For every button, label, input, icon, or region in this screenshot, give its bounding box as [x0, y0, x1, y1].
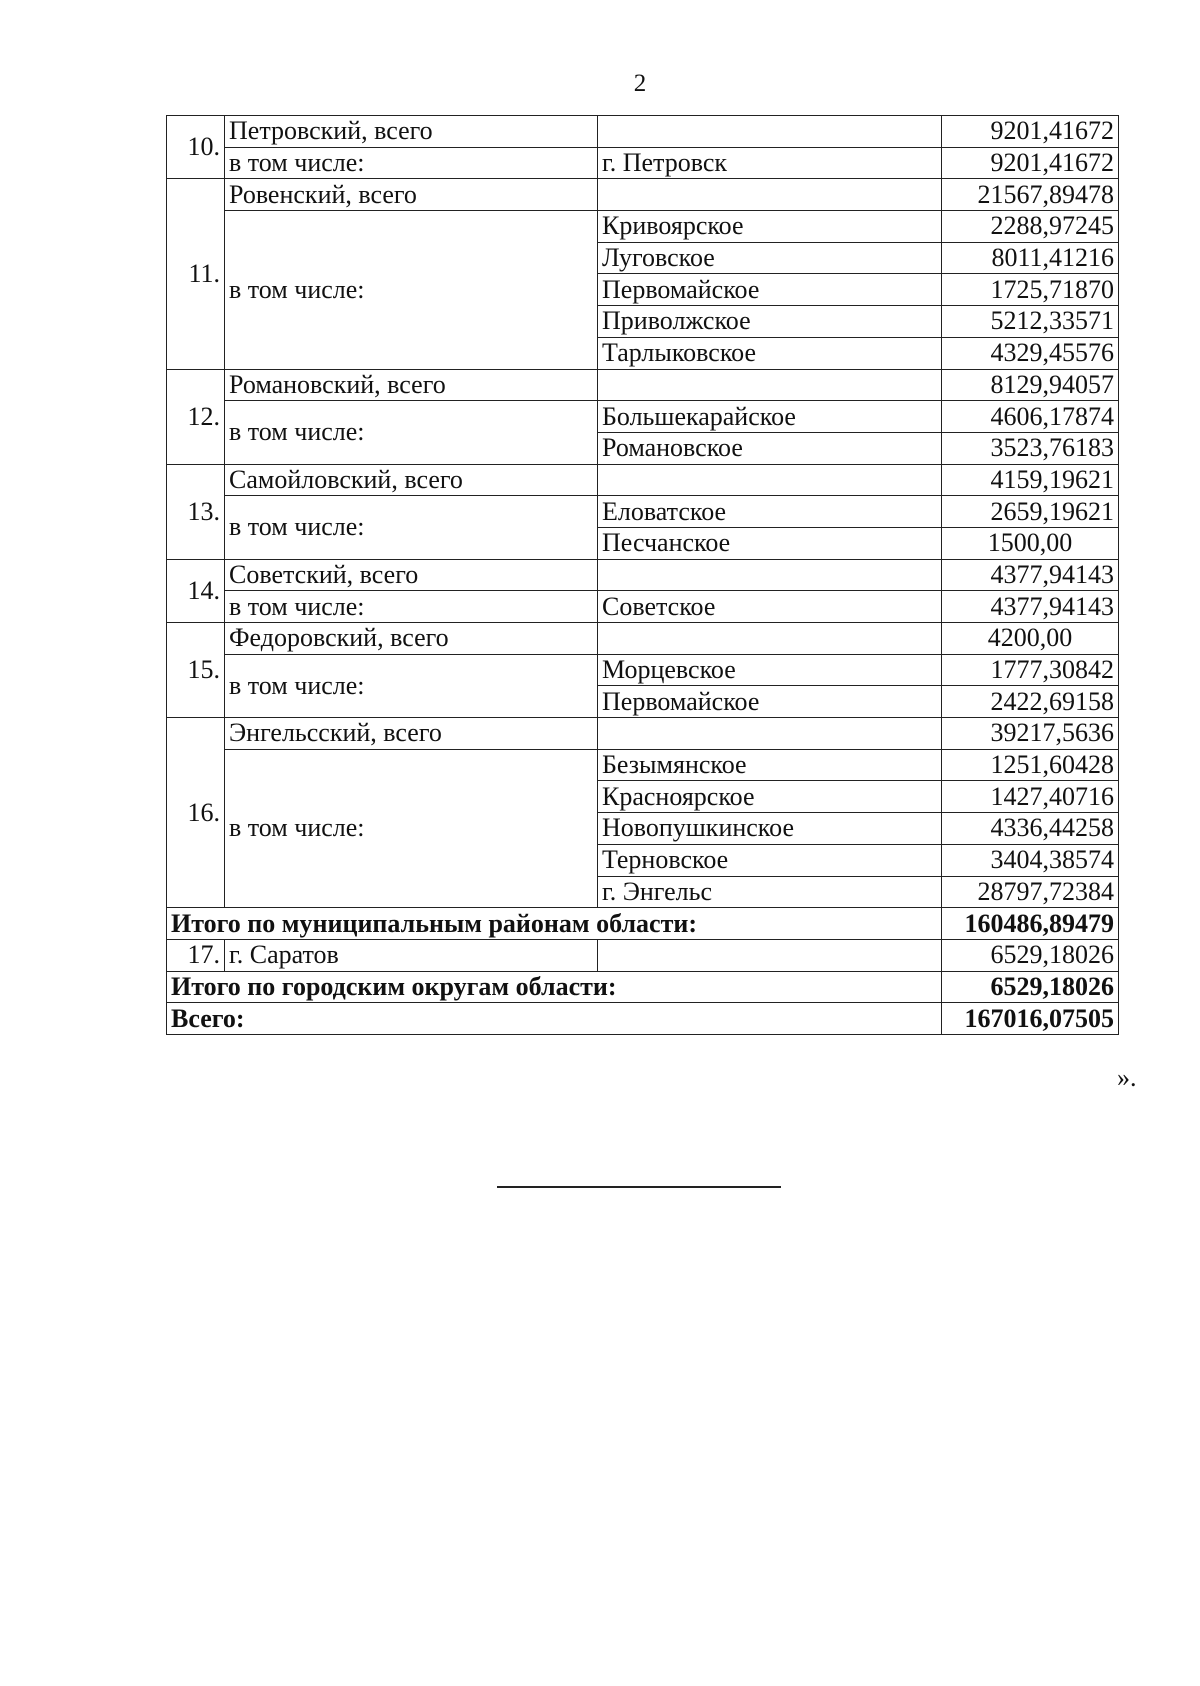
district-name: Романовский, всего: [225, 369, 598, 401]
value-cell: 39217,5636: [942, 718, 1119, 750]
value-cell: 5212,33571: [942, 306, 1119, 338]
settlement-row: [167, 591, 1119, 623]
value-cell: 2288,97245: [942, 211, 1119, 243]
district-row: [167, 369, 1119, 401]
district-name: Федоровский, всего: [225, 623, 598, 655]
value-cell: 6529,18026: [942, 971, 1119, 1003]
settlement-cell-empty: [598, 623, 942, 655]
settlement-name: Приволжское: [598, 306, 942, 338]
settlement-name: Кривоярское: [598, 211, 942, 243]
settlement-name: Первомайское: [598, 686, 942, 718]
value-cell: 1500,00: [942, 527, 1119, 559]
settlement-row: [167, 654, 1119, 686]
settlement-name: Новопушкинское: [598, 813, 942, 845]
settlement-cell-empty: [598, 369, 942, 401]
grand-total-label: Всего:: [167, 1003, 942, 1035]
settlement-name: Еловатское: [598, 496, 942, 528]
value-cell: 9201,41672: [942, 116, 1119, 148]
value-cell: 28797,72384: [942, 876, 1119, 908]
settlement-name: г. Петровск: [598, 147, 942, 179]
row-number: 12.: [167, 369, 225, 464]
settlement-name: Красноярское: [598, 781, 942, 813]
value-cell: 3404,38574: [942, 844, 1119, 876]
city-name: г. Саратов: [225, 939, 598, 971]
settlement-cell-empty: [598, 718, 942, 750]
municipal-total-row: [167, 908, 1119, 940]
row-number: 14.: [167, 559, 225, 622]
row-number: 10.: [167, 116, 225, 179]
budget-table-body: [167, 116, 1119, 1035]
budget-table: [166, 115, 1119, 1035]
settlement-name: Советское: [598, 591, 942, 623]
value-cell: 6529,18026: [942, 939, 1119, 971]
value-cell: 4159,19621: [942, 464, 1119, 496]
closing-quote: ».: [1117, 1063, 1137, 1092]
district-row: [167, 718, 1119, 750]
settlement-row: [167, 211, 1119, 243]
value-cell: 1725,71870: [942, 274, 1119, 306]
settlement-name: Луговское: [598, 242, 942, 274]
settlement-cell-empty: [598, 559, 942, 591]
district-name: Самойловский, всего: [225, 464, 598, 496]
row-number: 17.: [167, 939, 225, 971]
page-number: 2: [633, 70, 647, 97]
settlement-name: Морцевское: [598, 654, 942, 686]
value-cell: 8129,94057: [942, 369, 1119, 401]
city-total-row: [167, 971, 1119, 1003]
settlement-cell-empty: [598, 179, 942, 211]
settlement-name: Песчанское: [598, 527, 942, 559]
row-number: 16.: [167, 718, 225, 908]
row-number: 11.: [167, 179, 225, 369]
value-cell: 8011,41216: [942, 242, 1119, 274]
including-label: в том числе:: [225, 496, 598, 559]
settlement-name: Безымянское: [598, 749, 942, 781]
district-name: Энгельсский, всего: [225, 718, 598, 750]
including-label: в том числе:: [225, 401, 598, 464]
including-label: в том числе:: [225, 211, 598, 369]
value-cell: 4377,94143: [942, 591, 1119, 623]
including-label: в том числе:: [225, 147, 598, 179]
settlement-row: [167, 496, 1119, 528]
district-row: [167, 559, 1119, 591]
district-row: [167, 464, 1119, 496]
settlement-row: [167, 147, 1119, 179]
city-total-label: Итого по городским округам области:: [167, 971, 942, 1003]
settlement-name: Терновское: [598, 844, 942, 876]
value-cell: 21567,89478: [942, 179, 1119, 211]
value-cell: 2659,19621: [942, 496, 1119, 528]
value-cell: 4329,45576: [942, 337, 1119, 369]
value-cell: 4606,17874: [942, 401, 1119, 433]
municipal-total-label: Итого по муниципальным районам области:: [167, 908, 942, 940]
district-row: [167, 179, 1119, 211]
settlement-row: [167, 749, 1119, 781]
settlement-cell-empty: [598, 116, 942, 148]
including-label: в том числе:: [225, 749, 598, 907]
settlement-name: Большекарайское: [598, 401, 942, 433]
row-number: 15.: [167, 623, 225, 718]
value-cell: 1251,60428: [942, 749, 1119, 781]
district-row: [167, 623, 1119, 655]
district-name: Петровский, всего: [225, 116, 598, 148]
settlement-row: [167, 401, 1119, 433]
row-number: 13.: [167, 464, 225, 559]
settlement-name: г. Энгельс: [598, 876, 942, 908]
value-cell: 1427,40716: [942, 781, 1119, 813]
value-cell: 4200,00: [942, 623, 1119, 655]
district-row: [167, 116, 1119, 148]
value-cell: 3523,76183: [942, 432, 1119, 464]
value-cell: 4377,94143: [942, 559, 1119, 591]
settlement-cell-empty: [598, 464, 942, 496]
including-label: в том числе:: [225, 654, 598, 717]
value-cell: 1777,30842: [942, 654, 1119, 686]
city-row: [167, 939, 1119, 971]
including-label: в том числе:: [225, 591, 598, 623]
value-cell: 4336,44258: [942, 813, 1119, 845]
end-rule: [497, 1186, 781, 1188]
value-cell: 9201,41672: [942, 147, 1119, 179]
settlement-name: Романовское: [598, 432, 942, 464]
district-name: Советский, всего: [225, 559, 598, 591]
value-cell: 160486,89479: [942, 908, 1119, 940]
value-cell: 2422,69158: [942, 686, 1119, 718]
grand-total-row: [167, 1003, 1119, 1035]
settlement-name: Тарлыковское: [598, 337, 942, 369]
settlement-name: Первомайское: [598, 274, 942, 306]
district-name: Ровенский, всего: [225, 179, 598, 211]
value-cell: 167016,07505: [942, 1003, 1119, 1035]
settlement-cell-empty: [598, 939, 942, 971]
